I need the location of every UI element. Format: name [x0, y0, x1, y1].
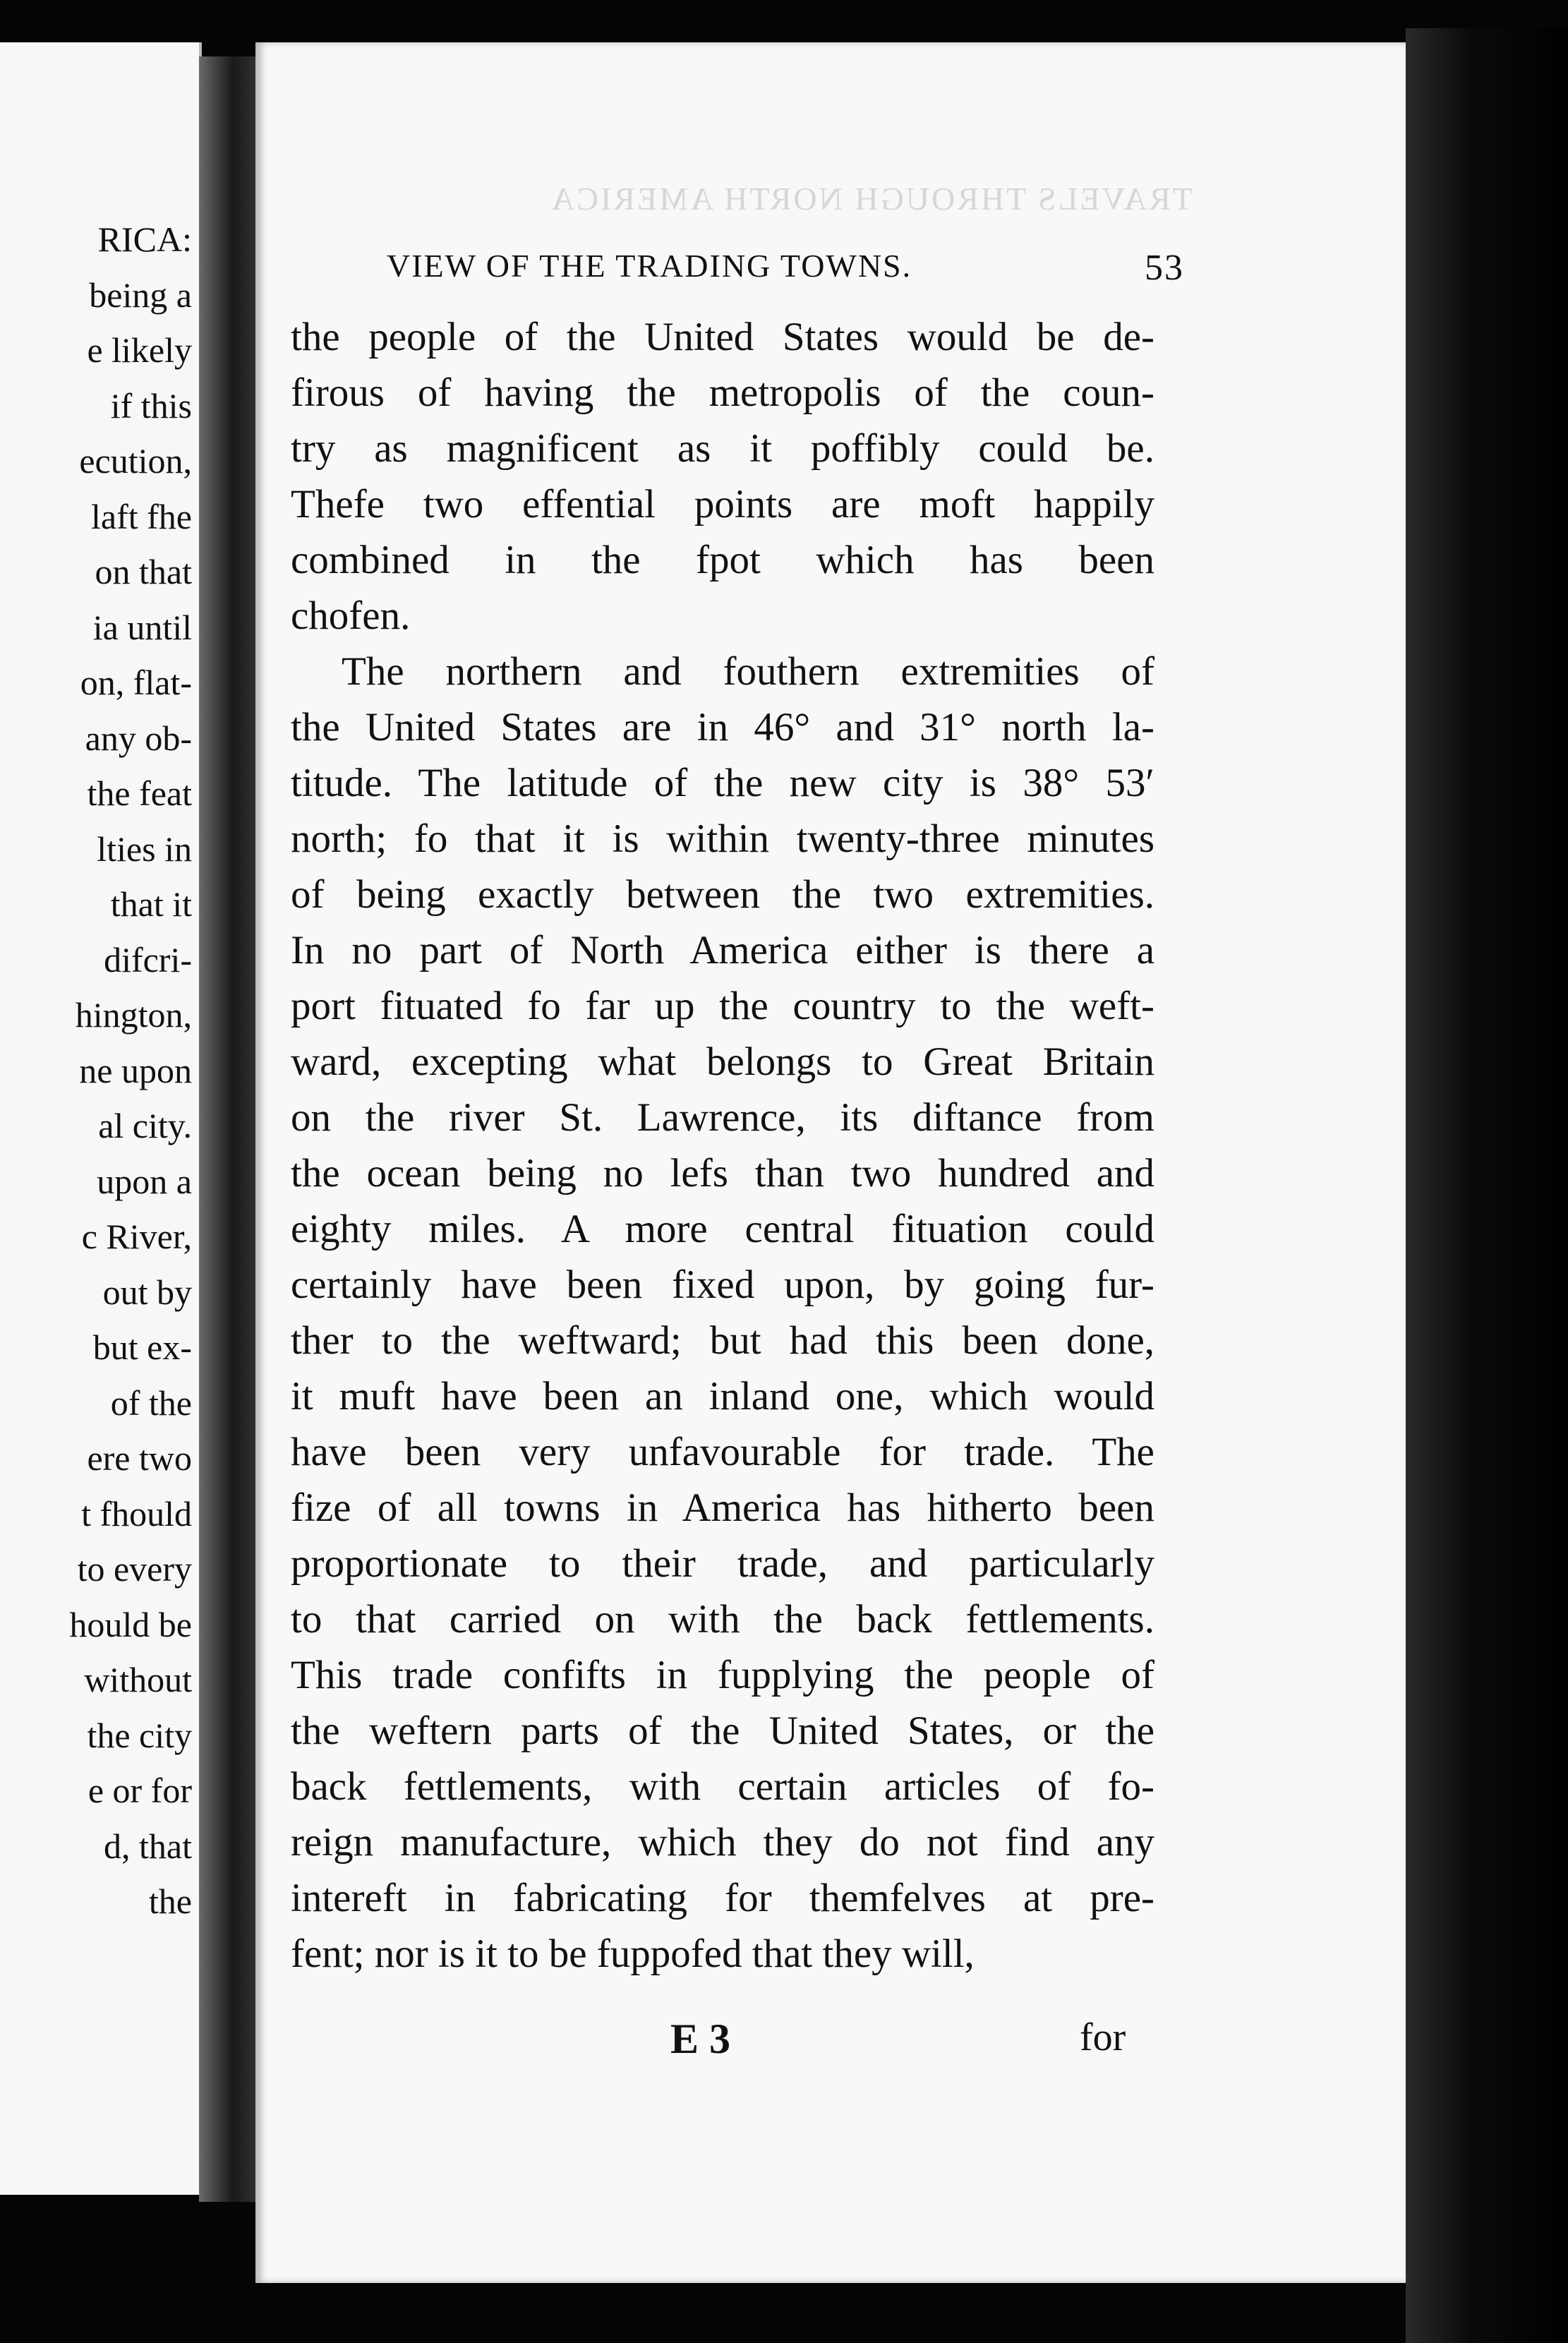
- previous-page-line: if this: [110, 385, 192, 426]
- previous-page-fragment: [0, 42, 202, 2195]
- page-number: 53: [1145, 248, 1184, 288]
- text-line: ward, excepting what belongs to Great Britain: [291, 1040, 1154, 1084]
- previous-page-line: any ob-: [85, 718, 192, 758]
- page-edge-shadow: [1406, 28, 1568, 2343]
- text-line: fize of all towns in America has hitherto been: [291, 1486, 1154, 1530]
- previous-page-line: c River,: [81, 1217, 192, 1256]
- previous-page-line: ne upon: [79, 1050, 192, 1090]
- previous-page-line: upon a: [97, 1161, 192, 1201]
- text-line: to that carried on with the back fettlements.: [291, 1597, 1154, 1642]
- catchword: for: [1080, 2016, 1126, 2059]
- text-line: combined in the fpot which has been: [291, 538, 1154, 582]
- previous-page-line: ere two: [87, 1438, 192, 1478]
- text-line: back fettlements, with certain articles of fo-: [291, 1764, 1154, 1809]
- previous-page-line: hington,: [75, 995, 192, 1035]
- text-line: The northern and fouthern extremities of: [342, 649, 1154, 694]
- previous-page-line: e likely: [87, 330, 192, 370]
- previous-page-line: the: [148, 1881, 192, 1921]
- previous-page-line: being a: [89, 275, 192, 315]
- previous-page-line: d, that: [104, 1826, 192, 1866]
- previous-page-line: on, flat-: [80, 663, 192, 702]
- previous-page-line: ecution,: [79, 441, 192, 481]
- text-line: Thefe two effential points are moft happily: [291, 482, 1154, 526]
- text-line: try as magnificent as it poffibly could be.: [291, 426, 1154, 471]
- previous-page-line: the feat: [87, 773, 192, 813]
- text-line: the people of the United States would be de-: [291, 315, 1154, 359]
- text-line: eighty miles. A more central fituation could: [291, 1207, 1154, 1251]
- text-line: of being exactly between the two extremities.: [291, 872, 1154, 917]
- signature-mark: E 3: [670, 2016, 731, 2062]
- previous-page-line: RICA:: [97, 219, 192, 259]
- text-line: reign manufacture, which they do not find any: [291, 1820, 1154, 1865]
- text-line: the United States are in 46° and 31° north la-: [291, 705, 1154, 749]
- text-line: In no part of North America either is there a: [291, 928, 1154, 972]
- text-line: the weftern parts of the United States, or the: [291, 1709, 1154, 1753]
- previous-page-line: out by: [102, 1272, 192, 1312]
- previous-page-line: lties in: [97, 829, 192, 869]
- running-title: VIEW OF THE TRADING TOWNS.: [387, 248, 912, 284]
- previous-page-line: of the: [110, 1383, 192, 1423]
- text-line: it muft have been an inland one, which would: [291, 1374, 1154, 1419]
- text-line: intereft in fabricating for themfelves at pre-: [291, 1876, 1154, 1920]
- previous-page-line: to every: [77, 1549, 192, 1589]
- text-line: fent; nor is it to be fuppofed that they will,: [291, 1932, 975, 1976]
- text-line: north; fo that it is within twenty-three minutes: [291, 817, 1154, 861]
- text-line: proportionate to their trade, and particularly: [291, 1541, 1154, 1586]
- text-line: certainly have been fixed upon, by going fur-: [291, 1263, 1154, 1307]
- previous-page-line: e or for: [88, 1771, 192, 1810]
- previous-page-line: difcri-: [104, 939, 192, 980]
- previous-page-line: al city.: [98, 1106, 192, 1145]
- previous-page-line: ia until: [92, 607, 192, 647]
- text-line: ther to the weftward; but had this been done,: [291, 1318, 1154, 1363]
- text-line: have been very unfavourable for trade. The: [291, 1430, 1154, 1474]
- book-gutter: [199, 56, 255, 2202]
- previous-page-line: t fhould: [81, 1493, 192, 1534]
- previous-page-line: without: [84, 1660, 192, 1699]
- text-line: chofen.: [291, 594, 411, 638]
- previous-page-line: that it: [110, 884, 192, 924]
- text-line: firous of having the metropolis of the coun-: [291, 371, 1154, 415]
- previous-page-line: hould be: [69, 1604, 192, 1644]
- body-text: [291, 309, 1154, 1982]
- text-line: port fituated fo far up the country to the weft-: [291, 984, 1154, 1028]
- text-line: on the river St. Lawrence, its diftance from: [291, 1095, 1154, 1140]
- previous-page-line: but ex-: [92, 1327, 192, 1367]
- bleed-through-text: TRAVELS THROUGH NORTH AMERICA: [549, 181, 1193, 217]
- previous-page-line: the city: [87, 1715, 192, 1755]
- text-line: the ocean being no lefs than two hundred and: [291, 1151, 1154, 1195]
- text-line: titude. The latitude of the new city is 38° 53′: [291, 761, 1154, 805]
- text-line: This trade confifts in fupplying the people of: [291, 1653, 1154, 1697]
- previous-page-line: laft fhe: [91, 496, 192, 536]
- previous-page-line: on that: [95, 552, 192, 591]
